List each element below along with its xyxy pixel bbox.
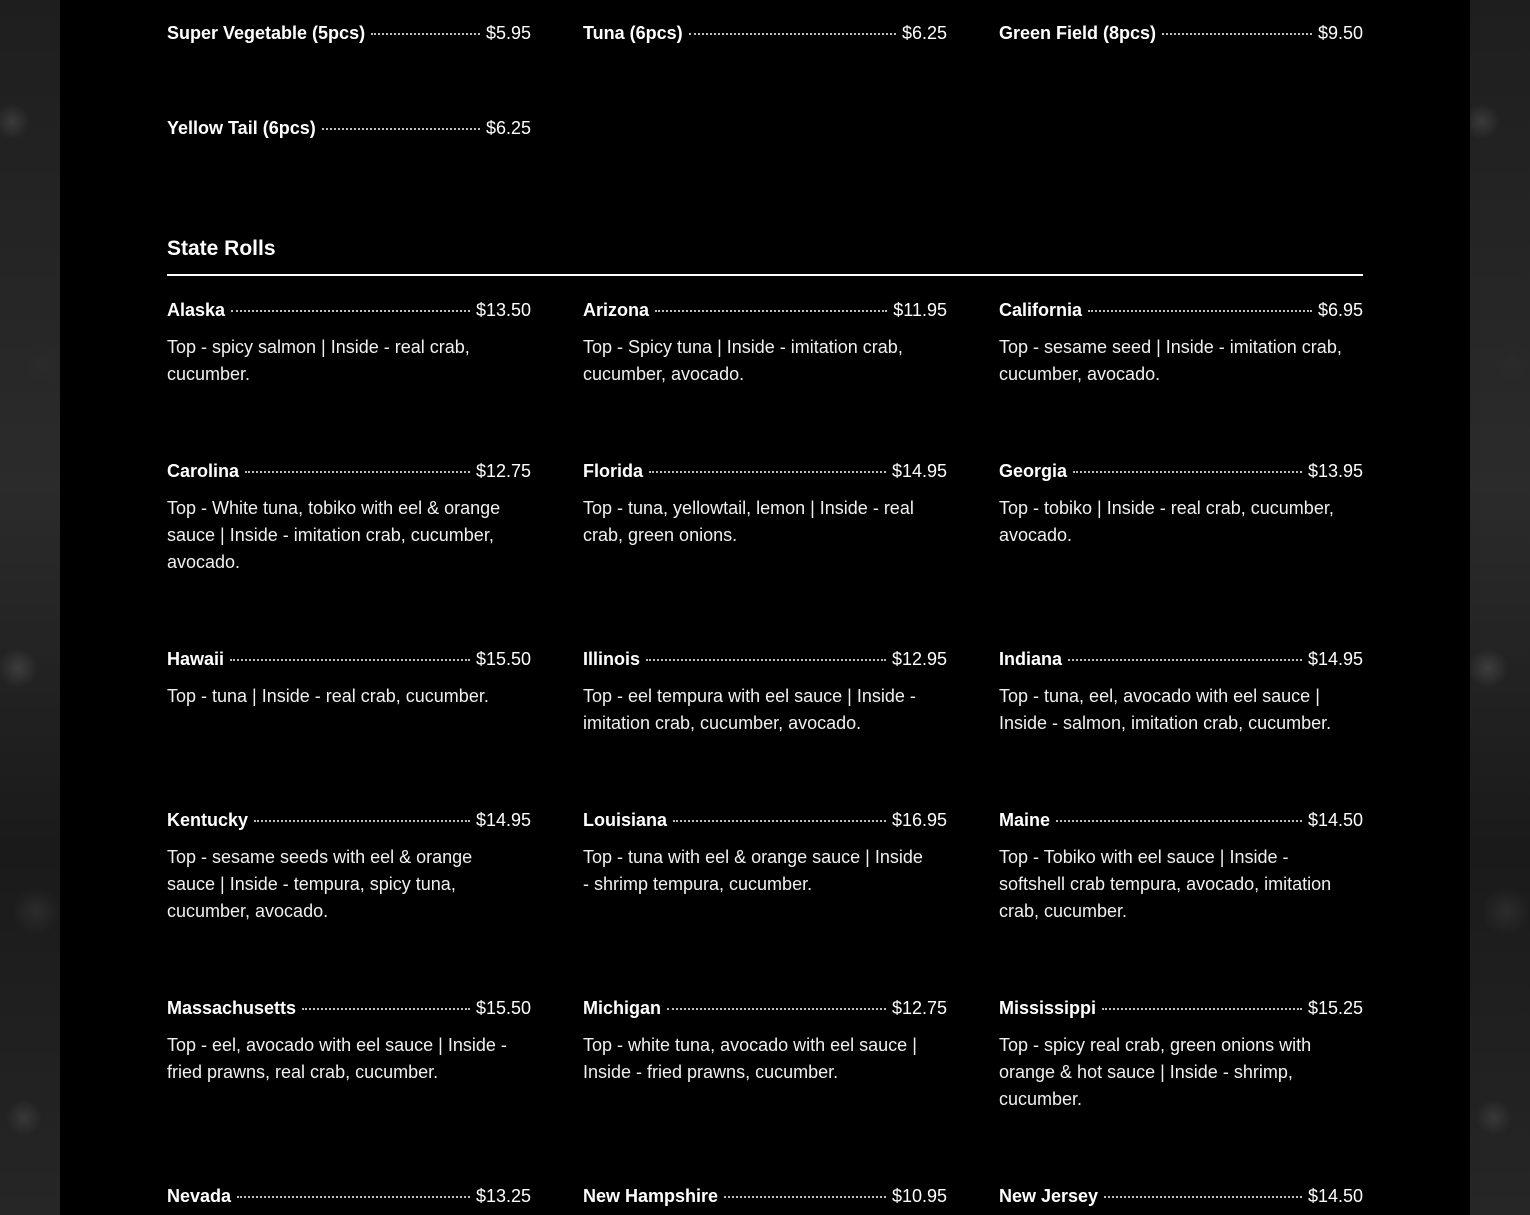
menu-item-name: Louisiana — [583, 810, 668, 830]
menu-item-header — [583, 1184, 947, 1208]
menu-item-price: $11.95 — [893, 300, 947, 320]
menu-item-header — [167, 996, 531, 1020]
menu-item-price: $12.95 — [891, 649, 947, 669]
menu-item-price: $13.50 — [475, 300, 531, 320]
dot-leader — [724, 1196, 886, 1198]
menu-item-description: Top - sesame seed | Inside - imitation crab, cucumber, avocado. — [999, 337, 1342, 384]
menu-item-name: Green Field (8pcs) — [999, 23, 1157, 43]
menu-item-description: Top - eel, avocado with eel sauce | Inside - fried prawns, real crab, cucumber. — [167, 1035, 507, 1082]
menu-item-price: $16.95 — [891, 810, 947, 830]
dot-leader — [322, 128, 480, 130]
dot-leader — [1088, 310, 1312, 312]
menu-item — [167, 298, 531, 459]
menu-item-header — [999, 298, 1363, 322]
menu-item-name: California — [999, 300, 1083, 320]
menu-item-description: Top - tuna, eel, avocado with eel sauce | Inside - salmon, imitation crab, cucumber. — [999, 686, 1332, 733]
dot-leader — [302, 1008, 470, 1010]
menu-item-header — [999, 459, 1363, 483]
menu-item-name: Michigan — [583, 998, 662, 1018]
menu-item-price: $15.25 — [1307, 998, 1363, 1018]
menu-item — [167, 116, 531, 140]
menu-item-header — [999, 808, 1363, 832]
menu-item-header — [583, 647, 947, 671]
menu-item-price: $6.25 — [901, 23, 947, 43]
dot-leader — [237, 1196, 470, 1198]
dot-leader — [231, 310, 470, 312]
dot-leader — [673, 820, 886, 822]
menu-item-price: $9.50 — [1317, 23, 1363, 43]
menu-content — [167, 0, 1363, 1215]
menu-item — [583, 996, 947, 1184]
menu-item-name: Georgia — [999, 461, 1068, 481]
dot-leader — [667, 1008, 886, 1010]
menu-item-name: Nevada — [167, 1186, 232, 1206]
dot-leader — [1068, 659, 1302, 661]
menu-item — [999, 459, 1363, 647]
menu-item-description: Top - White tuna, tobiko with eel & orange sauce | Inside - imitation crab, cucumber, avocado. — [167, 498, 501, 572]
menu-item-price: $14.95 — [891, 461, 947, 481]
menu-item-price: $15.50 — [475, 649, 531, 669]
menu-item-header — [167, 116, 531, 140]
menu-item — [999, 647, 1363, 808]
menu-item-name: New Hampshire — [583, 1186, 719, 1206]
dot-leader — [689, 33, 896, 35]
menu-item-description: Top - white tuna, avocado with eel sauce | Inside - fried prawns, cucumber. — [583, 1035, 917, 1082]
menu-item-name: Illinois — [583, 649, 641, 669]
menu-item — [999, 808, 1363, 996]
menu-item-name: Kentucky — [167, 810, 249, 830]
menu-item — [583, 1184, 947, 1215]
menu-item-name: Alaska — [167, 300, 226, 320]
menu-item-header — [167, 1184, 531, 1208]
menu-item-description: Top - spicy salmon | Inside - real crab, cucumber. — [167, 337, 470, 384]
menu-item — [999, 1184, 1363, 1215]
menu-item-description: Top - Spicy tuna | Inside - imitation crab, cucumber, avocado. — [583, 337, 903, 384]
menu-item-name: New Jersey — [999, 1186, 1099, 1206]
background-texture-left — [0, 0, 60, 1215]
menu-item-header — [167, 647, 531, 671]
menu-item — [583, 21, 947, 45]
menu-item-header — [583, 298, 947, 322]
menu-panel — [60, 0, 1470, 1215]
dot-leader — [655, 310, 887, 312]
menu-item-description: Top - tobiko | Inside - real crab, cucumber, avocado. — [999, 498, 1334, 545]
menu-item-price: $6.25 — [485, 118, 531, 138]
dot-leader — [245, 471, 470, 473]
dot-leader — [1104, 1196, 1302, 1198]
menu-item-name: Indiana — [999, 649, 1063, 669]
dot-leader — [1073, 471, 1302, 473]
menu-item — [167, 647, 531, 808]
section-title-state-rolls: State Rolls — [167, 235, 1363, 276]
dot-leader — [649, 471, 886, 473]
menu-item-description: Top - tuna, yellowtail, lemon | Inside - real crab, green onions. — [583, 498, 914, 545]
menu-item-header — [167, 459, 531, 483]
menu-item-header — [167, 808, 531, 832]
menu-item-description: Top - Tobiko with eel sauce | Inside - softshell crab tempura, avocado, imitation crab, cucumber. — [999, 847, 1332, 921]
menu-item-header — [167, 21, 531, 45]
background-texture-right — [1470, 0, 1530, 1215]
dot-leader — [646, 659, 886, 661]
dot-leader — [1162, 33, 1312, 35]
top-items-grid — [167, 21, 1363, 140]
menu-item — [583, 298, 947, 459]
menu-item-header — [583, 996, 947, 1020]
menu-item-name: Hawaii — [167, 649, 225, 669]
menu-item — [167, 1184, 531, 1215]
menu-item-price: $14.50 — [1307, 810, 1363, 830]
menu-item-price: $15.50 — [475, 998, 531, 1018]
dot-leader — [1102, 1008, 1302, 1010]
menu-item-name: Florida — [583, 461, 644, 481]
menu-item-description: Top - tuna with eel & orange sauce | Inside - shrimp tempura, cucumber. — [583, 847, 923, 894]
menu-item-header — [999, 647, 1363, 671]
menu-item — [583, 808, 947, 996]
menu-item-price: $14.95 — [475, 810, 531, 830]
dot-leader — [1056, 820, 1302, 822]
dot-leader — [254, 820, 470, 822]
menu-item-price: $13.25 — [475, 1186, 531, 1206]
menu-item — [167, 996, 531, 1184]
menu-item-header — [583, 808, 947, 832]
menu-item-description: Top - spicy real crab, green onions with orange & hot sauce | Inside - shrimp, cucumber. — [999, 1035, 1312, 1109]
menu-item-name: Carolina — [167, 461, 240, 481]
menu-item — [583, 647, 947, 808]
menu-item-description: Top - eel tempura with eel sauce | Inside - imitation crab, cucumber, avocado. — [583, 686, 916, 733]
menu-item — [167, 808, 531, 996]
menu-item-name: Maine — [999, 810, 1051, 830]
menu-item — [999, 996, 1363, 1184]
menu-item-name: Tuna (6pcs) — [583, 23, 683, 43]
menu-item-name: Massachusetts — [167, 998, 297, 1018]
dot-leader — [371, 33, 480, 35]
menu-item — [999, 298, 1363, 459]
menu-item-price: $14.50 — [1307, 1186, 1363, 1206]
menu-item-price: $5.95 — [485, 23, 531, 43]
menu-item-header — [999, 1184, 1363, 1208]
menu-item-name: Yellow Tail (6pcs) — [167, 118, 316, 138]
menu-item-header — [583, 21, 947, 45]
menu-item-description: Top - tuna | Inside - real crab, cucumber. — [167, 686, 489, 706]
menu-item-header — [999, 21, 1363, 45]
menu-item-price: $14.95 — [1307, 649, 1363, 669]
menu-item — [999, 21, 1363, 45]
state-rolls-grid — [167, 298, 1363, 1215]
menu-item-name: Arizona — [583, 300, 650, 320]
menu-item — [583, 459, 947, 647]
menu-item — [167, 459, 531, 647]
menu-item-header — [167, 298, 531, 322]
menu-item-description: Top - sesame seeds with eel & orange sauce | Inside - tempura, spicy tuna, cucumber, avocado. — [167, 847, 473, 921]
menu-item-price: $10.95 — [891, 1186, 947, 1206]
menu-item-price: $12.75 — [475, 461, 531, 481]
menu-item-name: Super Vegetable (5pcs) — [167, 23, 366, 43]
menu-item-header — [999, 996, 1363, 1020]
menu-item-name: Mississippi — [999, 998, 1097, 1018]
menu-item-price: $12.75 — [891, 998, 947, 1018]
menu-item-header — [583, 459, 947, 483]
menu-item — [167, 21, 531, 45]
menu-item-price: $6.95 — [1317, 300, 1363, 320]
dot-leader — [230, 659, 470, 661]
menu-item-price: $13.95 — [1307, 461, 1363, 481]
